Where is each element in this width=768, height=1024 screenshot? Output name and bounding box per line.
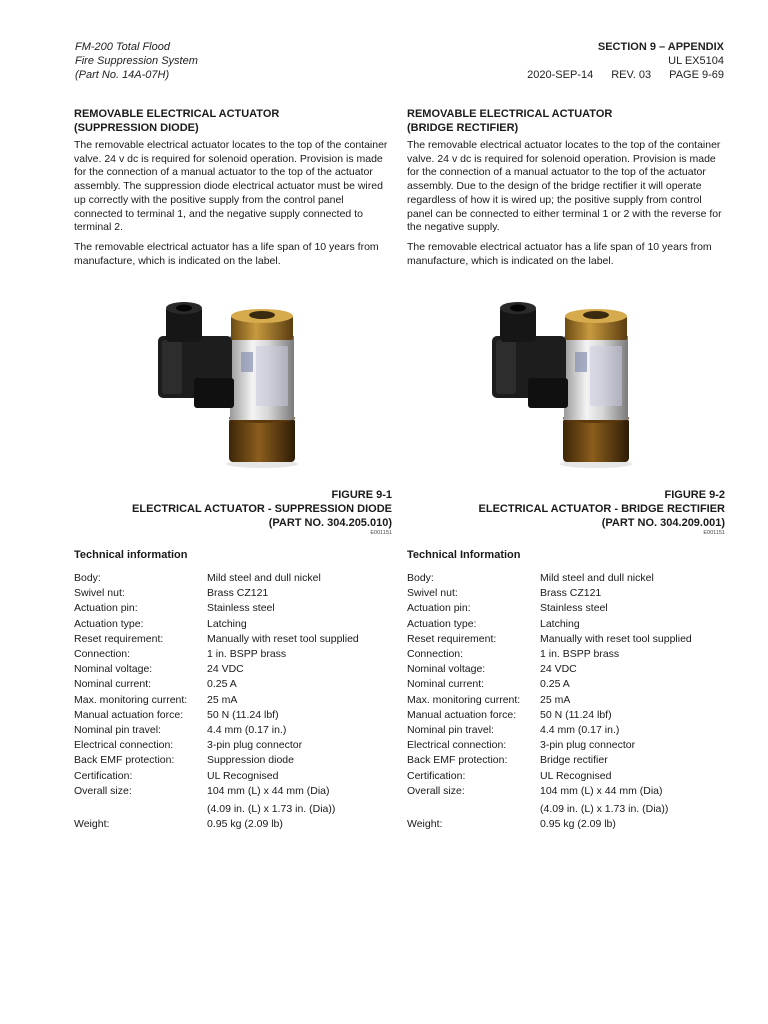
spec-row [74, 723, 404, 738]
spec-label: Weight: [407, 818, 443, 831]
actuator-image-suppression-diode [150, 300, 310, 470]
spec-label: Certification: [74, 769, 133, 782]
spec-row [74, 769, 404, 784]
spec-label: Manual actuation force: [407, 708, 517, 721]
spec-value-continued: (4.09 in. (L) x 1.73 in. (Dia)) [207, 803, 336, 816]
spec-label: Back EMF protection: [407, 754, 508, 767]
spec-label: Max. monitoring current: [407, 693, 521, 706]
spec-row [407, 753, 737, 768]
figure-part-number: (PART NO. 304.209.001) [601, 517, 725, 529]
spec-value: 1 in. BSPP brass [540, 648, 620, 661]
technical-info-bridge-rectifier [407, 548, 737, 832]
spec-label: Body: [74, 572, 101, 584]
product-subtitle: Fire Suppression System [75, 55, 198, 67]
spec-value: 0.25 A [540, 678, 570, 691]
spec-value: Brass CZ121 [540, 587, 602, 600]
spec-value: 3-pin plug connector [207, 739, 303, 752]
spec-label: Nominal current: [74, 678, 152, 691]
spec-label: Swivel nut: [407, 587, 458, 600]
spec-row [74, 632, 404, 647]
revision-date: 2020-SEP-14 [527, 69, 594, 81]
figure-code: E001151 [370, 530, 392, 536]
spec-label: Back EMF protection: [74, 754, 175, 767]
spec-row [407, 677, 737, 692]
section-heading-line1: REMOVABLE ELECTRICAL ACTUATOR [74, 108, 280, 120]
spec-row [74, 601, 404, 616]
spec-value: 0.95 kg (2.09 lb) [207, 818, 283, 831]
spec-label: Nominal current: [407, 678, 485, 691]
section-heading [74, 107, 394, 135]
revision-line [527, 68, 724, 82]
technical-info-title: Technical Information [407, 549, 521, 561]
figure-code: E001151 [703, 530, 725, 536]
technical-info-suppression-diode [74, 548, 404, 832]
spec-value: 50 N (11.24 lbf) [207, 708, 279, 721]
section-heading-line1: REMOVABLE ELECTRICAL ACTUATOR [407, 108, 613, 120]
spec-label: Nominal voltage: [74, 663, 153, 676]
section-heading-line2: (BRIDGE RECTIFIER) [407, 122, 519, 134]
spec-value: 1 in. BSPP brass [207, 648, 287, 661]
spec-label: Connection: [74, 648, 131, 661]
spec-value: Stainless steel [540, 602, 608, 615]
spec-value: 24 VDC [540, 663, 577, 676]
spec-row [74, 784, 404, 799]
spec-value: Latching [540, 617, 580, 630]
spec-row [74, 571, 404, 586]
spec-value: Brass CZ121 [207, 587, 269, 600]
spec-value: Bridge rectifier [540, 754, 608, 767]
spec-value: Mild steel and dull nickel [540, 572, 654, 584]
spec-value: 104 mm (L) x 44 mm (Dia) [207, 784, 330, 797]
spec-label: Max. monitoring current: [74, 693, 188, 706]
spec-row [74, 647, 404, 662]
spec-row [407, 817, 737, 832]
spec-label: Weight: [74, 818, 110, 831]
spec-label: Swivel nut: [74, 587, 125, 600]
spec-row [407, 617, 737, 632]
spec-value-continued: (4.09 in. (L) x 1.73 in. (Dia)) [540, 803, 669, 816]
spec-value: 25 mA [540, 693, 571, 706]
spec-value: 4.4 mm (0.17 in.) [207, 724, 287, 737]
spec-label: Nominal voltage: [407, 663, 486, 676]
spec-value: Stainless steel [207, 602, 275, 615]
spec-label [407, 802, 540, 817]
suppression-diode-section [74, 107, 394, 268]
lifespan-paragraph: The removable electrical actuator has a life span of 10 years from manufacture, which is indicated on the label. [407, 240, 712, 267]
page-number: PAGE 9-69 [669, 69, 724, 81]
spec-label: Actuation pin: [407, 602, 471, 615]
spec-label: Electrical connection: [74, 739, 174, 752]
document-header-right [527, 40, 724, 82]
spec-label: Certification: [407, 769, 466, 782]
spec-value: 104 mm (L) x 44 mm (Dia) [540, 784, 663, 797]
spec-row [74, 662, 404, 677]
revision-number: REV. 03 [611, 69, 652, 81]
figure-number: FIGURE 9-2 [664, 489, 725, 501]
spec-row [74, 802, 404, 817]
spec-row [74, 617, 404, 632]
section-heading [407, 107, 727, 135]
spec-label: Reset requirement: [407, 632, 497, 645]
spec-value: 4.4 mm (0.17 in.) [540, 724, 620, 737]
spec-value: 25 mA [207, 693, 238, 706]
section-heading-line2: (SUPPRESSION DIODE) [74, 122, 199, 134]
description-paragraph: The removable electrical actuator locates to the top of the container valve. 24 v dc is required for solenoid operation. Provision is made for the connection of a manual actuator to the top of the actuator assembly. The suppression diode electrical actuator must be wired up correctly with the positive supply from the control panel connected to terminal 1, and the negative supply connected to terminal 2. [74, 139, 388, 234]
spec-value: Suppression diode [207, 754, 294, 767]
spec-row [407, 586, 737, 601]
spec-value: 0.25 A [207, 678, 237, 691]
figure-title: ELECTRICAL ACTUATOR - SUPPRESSION DIODE [132, 503, 392, 515]
spec-row [74, 708, 404, 723]
spec-row [74, 753, 404, 768]
spec-row [407, 708, 737, 723]
spec-row [407, 647, 737, 662]
spec-row [407, 723, 737, 738]
spec-value: 0.95 kg (2.09 lb) [540, 818, 616, 831]
spec-value: UL Recognised [207, 769, 279, 782]
spec-row [74, 817, 404, 832]
spec-label: Manual actuation force: [74, 708, 184, 721]
spec-row [74, 677, 404, 692]
spec-label: Nominal pin travel: [407, 724, 494, 737]
spec-value: 3-pin plug connector [540, 739, 636, 752]
spec-value: UL Recognised [540, 769, 612, 782]
spec-label: Actuation type: [74, 617, 144, 630]
product-name: FM-200 Total Flood [75, 41, 170, 53]
spec-label: Overall size: [74, 784, 132, 797]
spec-label: Overall size: [407, 784, 465, 797]
bridge-rectifier-section [407, 107, 727, 268]
spec-row [74, 738, 404, 753]
spec-label: Reset requirement: [74, 632, 164, 645]
spec-label: Actuation pin: [74, 602, 138, 615]
spec-row [407, 632, 737, 647]
section-title: SECTION 9 – APPENDIX [597, 41, 724, 53]
spec-row [407, 784, 737, 799]
spec-label: Nominal pin travel: [74, 724, 161, 737]
figure-caption [405, 488, 725, 537]
spec-label: Connection: [407, 648, 464, 661]
spec-row [74, 586, 404, 601]
figure-part-number: (PART NO. 304.205.010) [268, 517, 392, 529]
product-part-number: (Part No. 14A-07H) [75, 69, 170, 81]
ul-number: UL EX5104 [668, 55, 724, 67]
spec-row [407, 601, 737, 616]
figure-number: FIGURE 9-1 [331, 489, 392, 501]
spec-table [74, 571, 404, 799]
spec-table [407, 571, 737, 799]
document-header-left [75, 40, 198, 82]
spec-row [74, 693, 404, 708]
spec-row [407, 769, 737, 784]
spec-row [407, 662, 737, 677]
spec-row [407, 802, 737, 817]
spec-label: Actuation type: [407, 617, 477, 630]
description-paragraph: The removable electrical actuator locates to the top of the container valve. 24 v dc is required for solenoid operation. Provision is made for the connection of a manual actuator to the top of the actuator assembly. Due to the design of the bridge rectifier it will operate regardless of how it is wired up; the positive supply from control panel can be connected to either terminal 1 or 2 with the reverse for the negative supply. [407, 139, 722, 234]
actuator-image-bridge-rectifier [484, 300, 644, 470]
spec-value: Manually with reset tool supplied [207, 632, 359, 645]
technical-info-title: Technical information [74, 549, 188, 561]
spec-value: Mild steel and dull nickel [207, 572, 321, 584]
lifespan-paragraph: The removable electrical actuator has a life span of 10 years from manufacture, which is indicated on the label. [74, 240, 379, 267]
spec-label [74, 802, 207, 817]
spec-value: Latching [207, 617, 247, 630]
figure-title: ELECTRICAL ACTUATOR - BRIDGE RECTIFIER [478, 503, 725, 515]
figure-caption [72, 488, 392, 537]
spec-row [407, 693, 737, 708]
spec-label: Electrical connection: [407, 739, 507, 752]
spec-row [407, 571, 737, 586]
spec-value: 24 VDC [207, 663, 244, 676]
spec-value: 50 N (11.24 lbf) [540, 708, 612, 721]
spec-value: Manually with reset tool supplied [540, 632, 692, 645]
spec-row [407, 738, 737, 753]
spec-label: Body: [407, 572, 434, 584]
